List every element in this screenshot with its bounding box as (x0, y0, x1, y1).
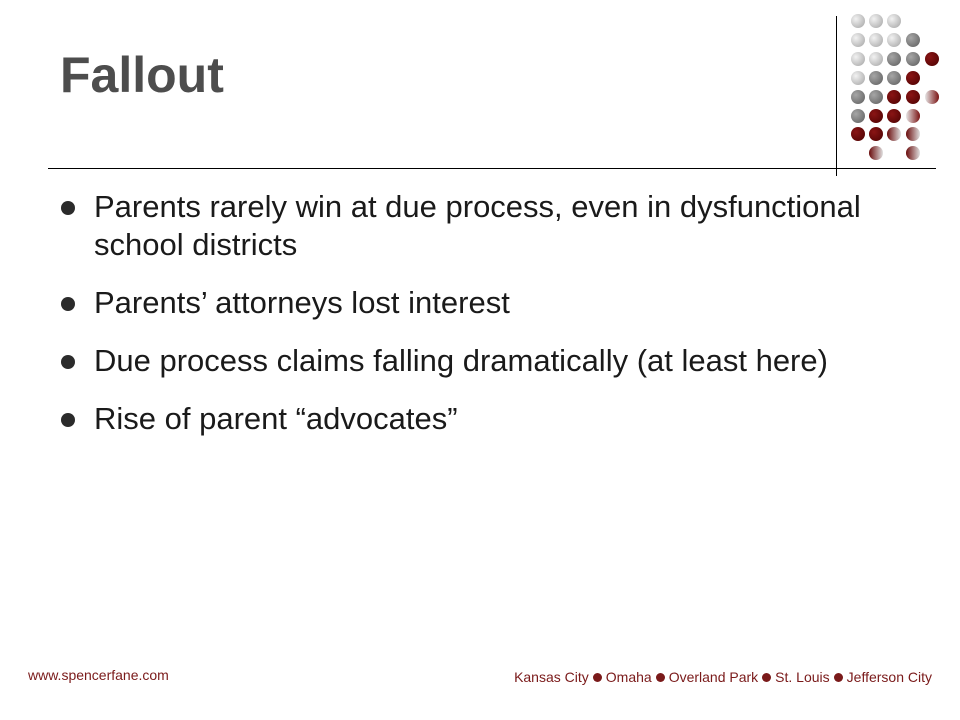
decorative-dot (851, 52, 865, 66)
bullet-item (60, 342, 880, 380)
bullet-text: Parents’ attorneys lost interest (94, 285, 510, 320)
footer-office-locations (514, 669, 932, 685)
decorative-dot (925, 52, 939, 66)
bullet-dot-icon (61, 297, 75, 311)
bullet-dot-icon (61, 355, 75, 369)
decorative-dot (887, 71, 901, 85)
bullet-text: Due process claims falling dramatically (at least here) (94, 343, 828, 378)
slide-title: Fallout (60, 47, 224, 103)
decorative-dot (869, 127, 883, 141)
decorative-dot (869, 109, 883, 123)
decorative-dot (906, 109, 920, 123)
bullet-text: Rise of parent “advocates” (94, 401, 458, 436)
bullet-list (60, 188, 880, 458)
office-jefferson-city: Jefferson City (846, 669, 932, 685)
decorative-dot (906, 146, 920, 160)
footer-website[interactable]: www.spencerfane.com (28, 667, 169, 683)
separator-dot-icon (834, 673, 843, 682)
bullet-dot-icon (61, 413, 75, 427)
separator-dot-icon (656, 673, 665, 682)
decorative-dot (906, 52, 920, 66)
office-overland-park: Overland Park (668, 669, 759, 685)
decorative-dot-grid (0, 0, 960, 180)
decorative-dot (869, 90, 883, 104)
bullet-item (60, 400, 880, 438)
decorative-dot (925, 90, 939, 104)
decorative-dot (851, 71, 865, 85)
decorative-dot (887, 109, 901, 123)
decorative-dot (851, 109, 865, 123)
decorative-dot (887, 127, 901, 141)
decorative-dot (887, 90, 901, 104)
decorative-dot (887, 14, 901, 28)
decorative-dot (906, 127, 920, 141)
decorative-dot (851, 33, 865, 47)
bullet-item (60, 284, 880, 322)
decorative-dot (906, 90, 920, 104)
office-omaha: Omaha (605, 669, 652, 685)
bullet-dot-icon (61, 201, 75, 215)
bullet-item (60, 188, 880, 264)
bullet-text: Parents rarely win at due process, even in dysfunctional school districts (94, 189, 861, 262)
decorative-dot (887, 33, 901, 47)
decorative-dot (869, 146, 883, 160)
decorative-dot (869, 33, 883, 47)
decorative-dot (906, 33, 920, 47)
decorative-dot (869, 71, 883, 85)
decorative-dot (869, 14, 883, 28)
decorative-dot (906, 71, 920, 85)
office-kansas-city: Kansas City (514, 669, 589, 685)
decorative-dot (869, 52, 883, 66)
separator-dot-icon (593, 673, 602, 682)
decorative-dot (851, 14, 865, 28)
decorative-dot (851, 90, 865, 104)
decorative-dot (851, 127, 865, 141)
separator-dot-icon (762, 673, 771, 682)
office-st-louis: St. Louis (775, 669, 830, 685)
decorative-dot (887, 52, 901, 66)
